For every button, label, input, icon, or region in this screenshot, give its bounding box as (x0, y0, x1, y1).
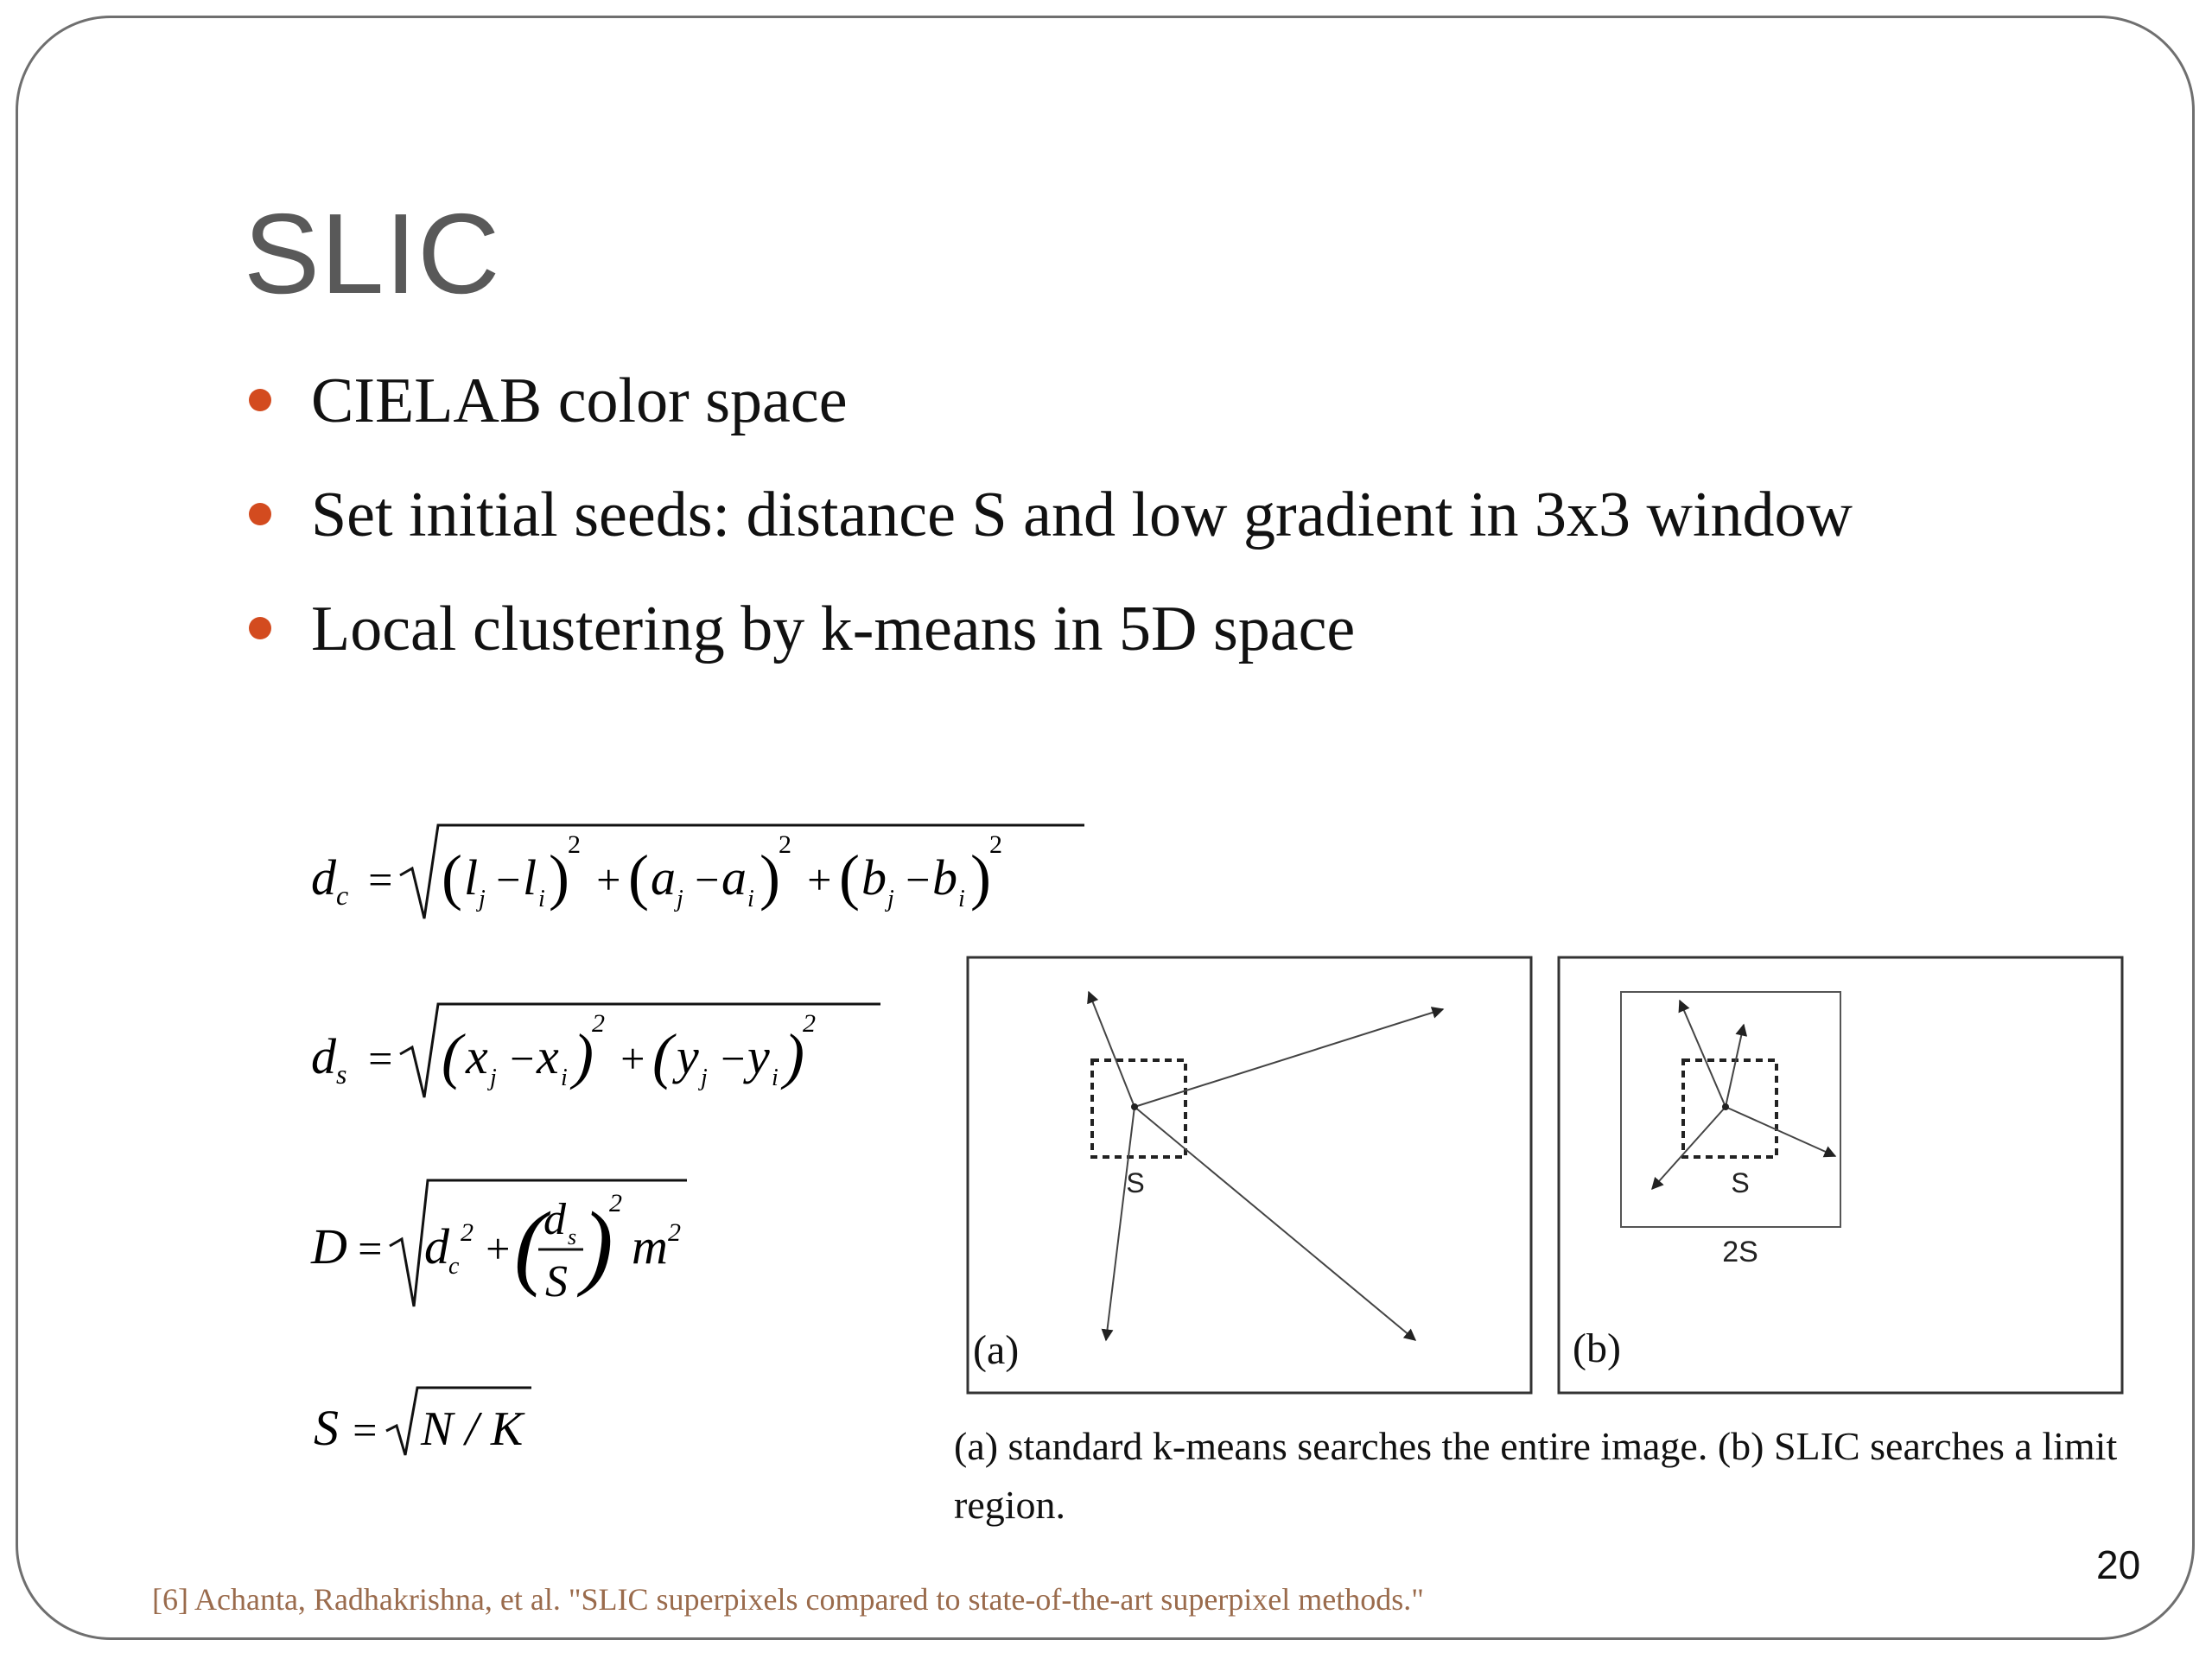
svg-text:): ) (784, 1021, 804, 1090)
svg-text:c: c (448, 1253, 460, 1280)
svg-text:(: ( (514, 1192, 546, 1298)
svg-text:m: m (632, 1218, 668, 1274)
svg-text:−: − (507, 1034, 537, 1083)
panel-b-label: (b) (1573, 1325, 1621, 1371)
svg-text:S: S (545, 1257, 568, 1306)
svg-text:y: y (747, 1028, 770, 1084)
svg-text:2: 2 (803, 1009, 816, 1038)
svg-text:−: − (692, 855, 721, 904)
eq-dc-lhs: d (311, 849, 336, 906)
svg-text:(: ( (442, 842, 462, 912)
svg-text:): ) (573, 1021, 594, 1090)
svg-text:d: d (311, 1028, 336, 1084)
equation-grid-interval (307, 1376, 583, 1471)
svg-text:i: i (561, 1065, 568, 1091)
svg-text:): ) (549, 842, 569, 912)
eq-dc-equals: = (365, 855, 395, 904)
svg-text:(: ( (442, 1021, 462, 1090)
bullet-text: CIELAB color space (311, 365, 848, 436)
equation-color-distance (307, 808, 1102, 929)
svg-text:+: + (618, 1034, 647, 1083)
svg-text:): ) (582, 1192, 613, 1298)
svg-text:+: + (483, 1224, 512, 1273)
svg-text:+: + (594, 855, 623, 904)
svg-text:j: j (887, 886, 894, 912)
slide-title: SLIC (244, 190, 501, 317)
bullet-text: Set initial seeds: distance S and low gradient in 3x3 window (311, 480, 1853, 550)
svg-text:x: x (466, 1028, 488, 1084)
svg-text:=: = (350, 1406, 379, 1454)
svg-text:2: 2 (461, 1218, 474, 1247)
page-number: 20 (2096, 1542, 2141, 1587)
svg-text:s: s (336, 1058, 347, 1090)
svg-text:s: s (568, 1224, 577, 1249)
bullet-text: Local clustering by k-means in 5D space (311, 594, 1356, 664)
svg-text:2: 2 (989, 830, 1002, 859)
figure-panel-a (966, 956, 1533, 1395)
svg-text:j: j (701, 1065, 708, 1091)
citation: [6] Achanta, Radhakrishna, et al. "SLIC superpixels compared to state-of-the-art superpixel methods." (152, 1582, 1424, 1617)
svg-text:+: + (804, 855, 834, 904)
eq-dc-lhs-sub: c (336, 880, 349, 911)
cluster-center (1722, 1103, 1729, 1110)
svg-text:2: 2 (609, 1189, 622, 1217)
svg-text:D: D (311, 1218, 347, 1274)
svg-text:i: i (772, 1065, 779, 1091)
svg-text:i: i (747, 886, 754, 912)
label-2s: 2S (1722, 1236, 1758, 1268)
svg-text:d: d (424, 1218, 449, 1274)
figure-panel-b (1557, 956, 2124, 1395)
svg-text:x: x (537, 1028, 559, 1084)
svg-text:i: i (958, 886, 965, 912)
svg-text:): ) (760, 842, 780, 912)
svg-text:y: y (677, 1028, 699, 1084)
bullet-dot-icon (249, 503, 271, 525)
svg-text:i: i (538, 886, 545, 912)
svg-text:2: 2 (779, 830, 791, 859)
svg-text:a: a (721, 849, 747, 906)
cluster-center (1131, 1103, 1138, 1110)
svg-text:(: ( (652, 1021, 673, 1090)
svg-text:S: S (314, 1400, 339, 1456)
label-s: S (1126, 1167, 1145, 1198)
svg-text:−: − (493, 855, 523, 904)
svg-text:2: 2 (668, 1218, 681, 1247)
svg-text:2: 2 (568, 830, 581, 859)
svg-text:(: ( (628, 842, 649, 912)
svg-text:−: − (718, 1034, 747, 1083)
svg-text:(: ( (839, 842, 860, 912)
svg-text:j: j (479, 886, 486, 912)
bullet-dot-icon (249, 389, 271, 411)
label-s: S (1731, 1167, 1750, 1198)
svg-text:j: j (677, 886, 683, 912)
svg-text:j: j (490, 1065, 497, 1091)
svg-text:b: b (861, 849, 887, 906)
svg-text:=: = (355, 1224, 385, 1273)
panel-a-border (968, 957, 1531, 1393)
svg-text:b: b (932, 849, 957, 906)
bullet-dot-icon (249, 617, 271, 639)
svg-text:2: 2 (592, 1009, 605, 1038)
figure-caption: (a) standard k-means searches the entire image. (b) SLIC searches a limit region. (954, 1424, 2118, 1527)
equation-combined-distance (307, 1168, 791, 1324)
eq-term: l (464, 849, 479, 906)
svg-text:): ) (970, 842, 991, 912)
svg-text:a: a (651, 849, 676, 906)
panel-a-label: (a) (973, 1327, 1020, 1373)
svg-text:N / K: N / K (421, 1402, 524, 1456)
svg-text:−: − (903, 855, 932, 904)
equation-spatial-distance (307, 987, 912, 1108)
svg-text:=: = (365, 1034, 395, 1083)
svg-text:d: d (543, 1195, 566, 1244)
svg-text:l: l (523, 849, 537, 906)
